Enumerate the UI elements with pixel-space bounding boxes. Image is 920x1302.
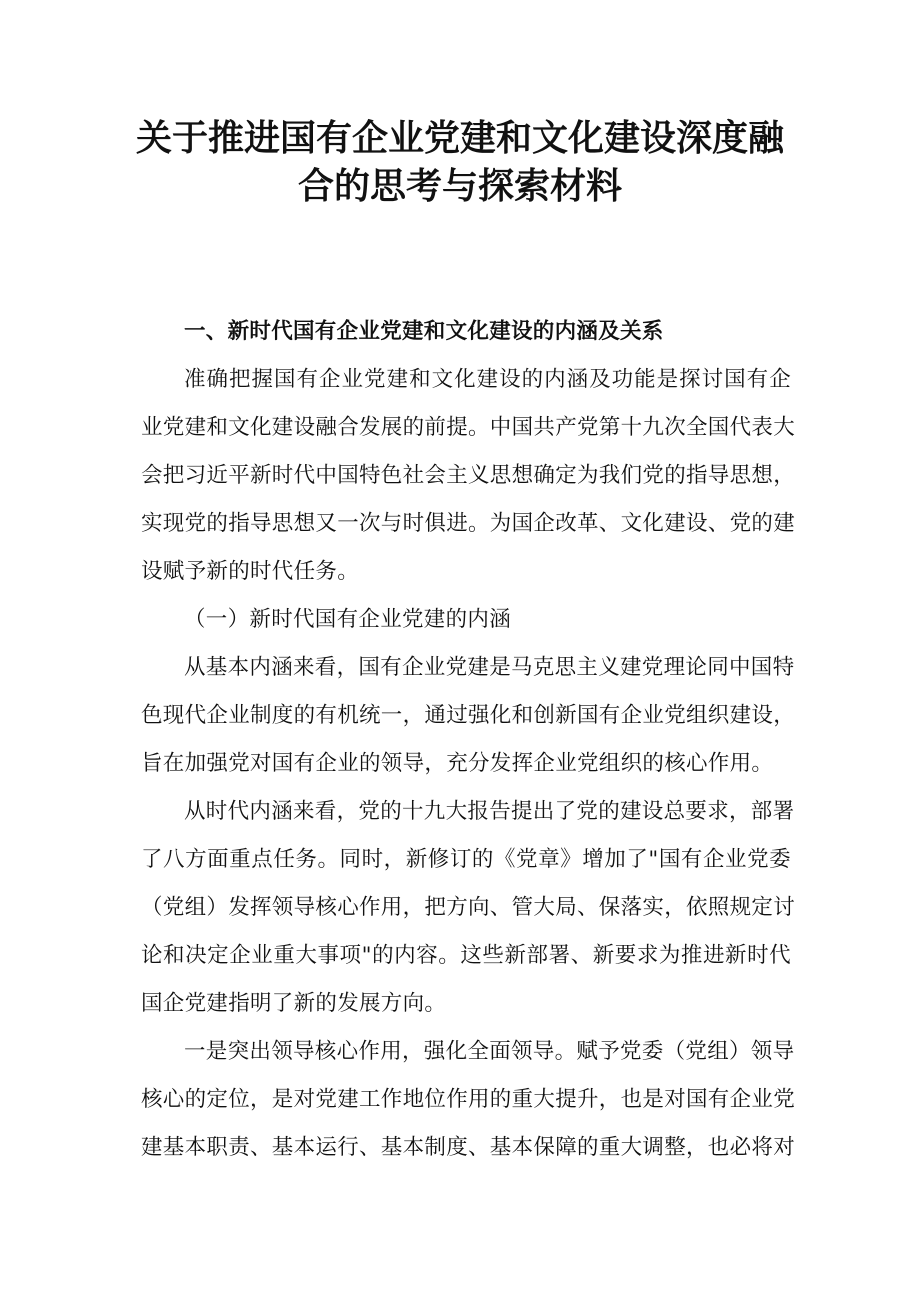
- para2-line-3: 旨在加强党对国有企业的领导，充分发挥企业党组织的核心作用。: [141, 751, 774, 776]
- para3-line-1: 从时代内涵来看，党的十九大报告提出了党的建设总要求，部署: [184, 799, 795, 824]
- para1-line-3: 会把习近平新时代中国特色社会主义思想确定为我们党的指导思想，: [141, 463, 796, 488]
- para1-line-4: 实现党的指导思想又一次与时俱进。为国企改革、文化建设、党的建: [141, 511, 796, 536]
- para1-line-1: 准确把握国有企业党建和文化建设的内涵及功能是探讨国有企: [184, 367, 791, 392]
- para1-line-2: 业党建和文化建设融合发展的前提。中国共产党第十九次全国代表大: [141, 415, 796, 440]
- para3-line-2: 了八方面重点任务。同时，新修订的《党章》增加了"国有企业党委: [141, 847, 791, 872]
- para3-line-3: （党组）发挥领导核心作用，把方向、管大局、保落实，依照规定讨: [141, 895, 796, 920]
- para4-line-2: 核心的定位，是对党建工作地位作用的重大提升，也是对国有企业党: [141, 1087, 796, 1112]
- document-title-line-1: 关于推进国有企业党建和文化建设深度融: [135, 117, 784, 159]
- section-heading: 一、新时代国有企业党建和文化建设的内涵及关系: [184, 319, 664, 344]
- para1-line-5: 设赋予新的时代任务。: [141, 559, 360, 584]
- subheading: （一）新时代国有企业党建的内涵: [184, 607, 512, 632]
- para2-line-2: 色现代企业制度的有机统一，通过强化和创新国有企业党组织建设，: [141, 703, 796, 728]
- para3-line-4: 论和决定企业重大事项"的内容。这些新部署、新要求为推进新时代: [141, 943, 791, 968]
- document-title-line-2: 合的思考与探索材料: [297, 165, 622, 207]
- para4-line-1: 一是突出领导核心作用，强化全面领导。赋予党委（党组）领导: [184, 1039, 795, 1064]
- para2-line-1: 从基本内涵来看，国有企业党建是马克思主义建党理论同中国特: [184, 655, 795, 680]
- para3-line-5: 国企党建指明了新的发展方向。: [141, 991, 447, 1016]
- para4-line-3: 建基本职责、基本运行、基本制度、基本保障的重大调整，也必将对: [141, 1135, 796, 1160]
